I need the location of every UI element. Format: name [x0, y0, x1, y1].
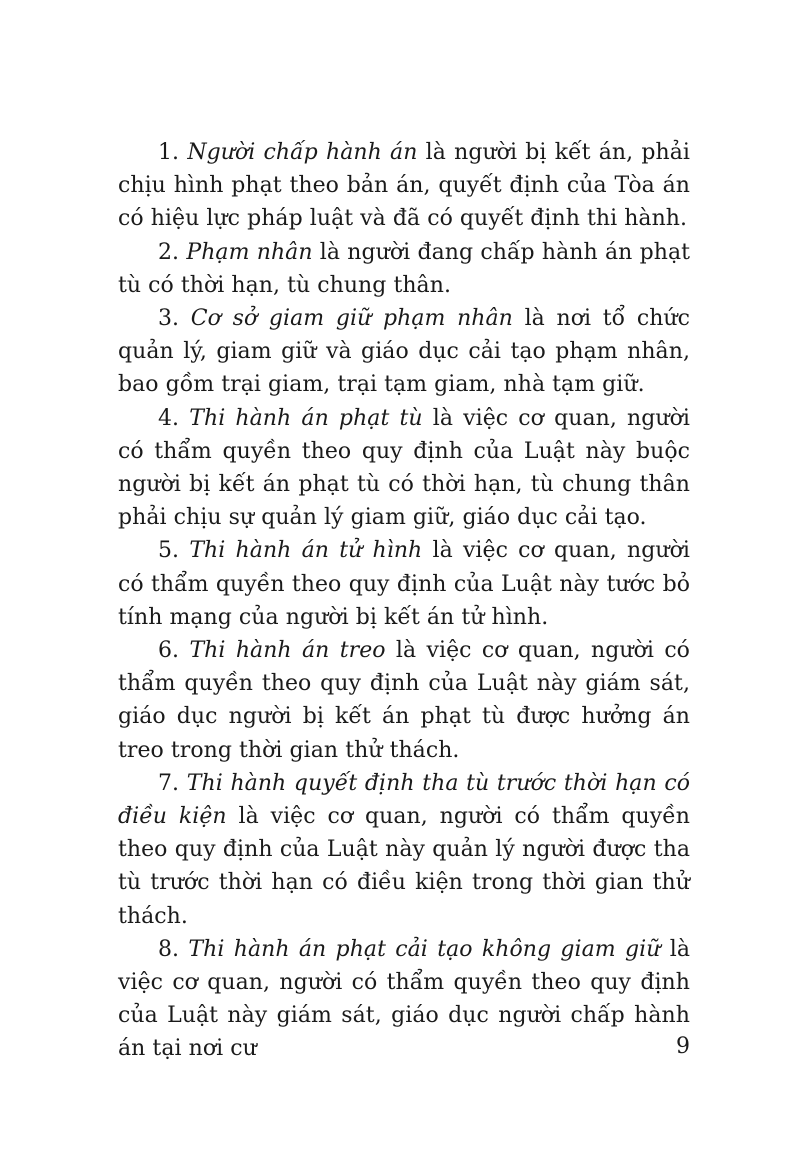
defined-term: Thi hành án tử hình	[189, 538, 423, 564]
document-body	[118, 136, 690, 1066]
definition-paragraph-8	[118, 933, 690, 1066]
definition-text: là việc cơ quan, người có thẩm quyền theo quy định của Luật này buộc người bị kết án phạt tù có thời hạn, tù chung thân phải chịu sự quản lý giam giữ, giáo dục cải tạo.	[118, 405, 691, 531]
definition-paragraph-7	[118, 767, 690, 933]
item-number: 7.	[158, 770, 180, 796]
definition-text: là người đang chấp hành án phạt tù có thời hạn, tù chung thân.	[118, 239, 691, 298]
defined-term: Phạm nhân	[186, 239, 313, 265]
item-number: 2.	[158, 239, 180, 265]
definition-paragraph-2	[118, 236, 690, 302]
item-number: 8.	[158, 936, 180, 962]
item-number: 5.	[158, 538, 180, 564]
definition-paragraph-3	[118, 302, 690, 402]
defined-term: Thi hành án phạt tù	[189, 405, 423, 431]
definition-text: là việc cơ quan, người có thẩm quyền theo quy định của Luật này giám sát, giáo dục người bị kết án phạt tù được hưởng án treo trong thời gian thử thách.	[118, 638, 690, 763]
defined-term: Cơ sở giam giữ phạm nhân	[190, 306, 513, 332]
definition-paragraph-5	[118, 534, 690, 634]
definition-text: là người bị kết án, phải chịu hình phạt theo bản án, quyết định của Tòa án có hiệu lực pháp luật và đã có quyết định thi hành.	[118, 140, 690, 232]
definition-paragraph-6	[118, 634, 690, 767]
item-number: 6.	[158, 638, 180, 664]
definition-text: là nơi tổ chức quản lý, giam giữ và giáo dục cải tạo phạm nhân, bao gồm trại giam, trại tạm giam, nhà tạm giữ.	[118, 306, 691, 398]
definition-text: là việc cơ quan, người có thẩm quyền theo quy định của Luật này quản lý người được tha tù trước thời hạn có điều kiện trong thời gian thử thách.	[118, 804, 690, 929]
item-number: 4.	[158, 405, 180, 431]
definition-text: là việc cơ quan, người có thẩm quyền theo quy định của Luật này giám sát, giáo dục người chấp hành án tại nơi cư	[118, 936, 691, 1062]
definition-text: là việc cơ quan, người có thẩm quyền theo quy định của Luật này tước bỏ tính mạng của người bị kết án tử hình.	[118, 538, 690, 630]
defined-term: Thi hành án treo	[189, 638, 386, 664]
page-number: 9	[676, 1034, 690, 1059]
defined-term: Người chấp hành án	[187, 140, 418, 165]
definition-paragraph-4	[118, 402, 690, 535]
item-number: 1.	[158, 140, 180, 165]
definition-paragraph-1	[118, 136, 690, 236]
defined-term: Thi hành án phạt cải tạo không giam giữ	[188, 936, 661, 962]
defined-term: Thi hành quyết định tha tù trước thời hạn có điều kiện	[118, 770, 690, 830]
item-number: 3.	[158, 306, 180, 332]
